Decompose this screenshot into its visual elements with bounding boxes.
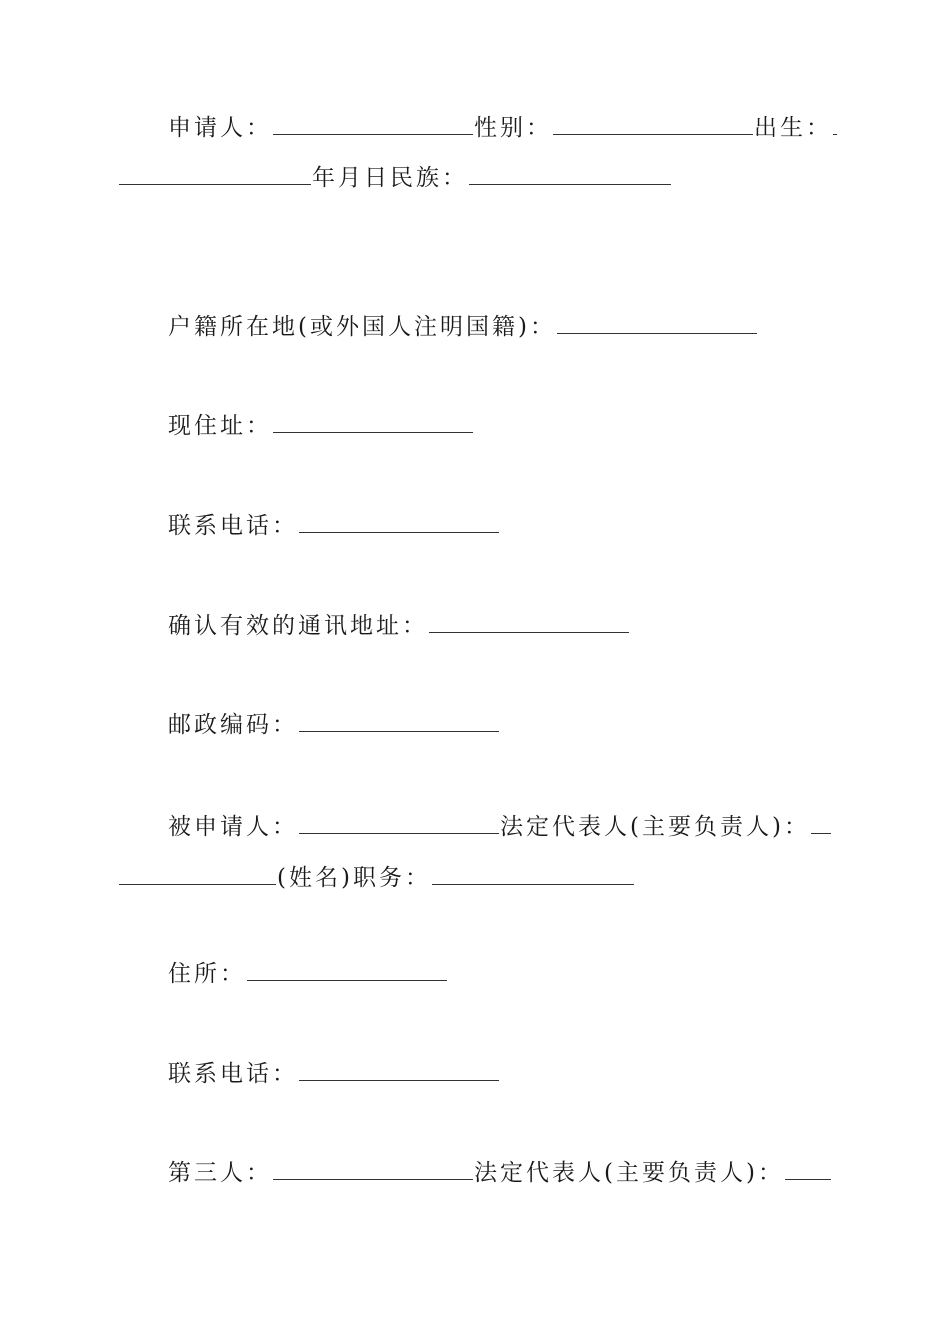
applicant-gender-label: 性别： xyxy=(474,115,552,141)
applicant-line-continued xyxy=(118,162,832,192)
phone-label: 联系电话： xyxy=(168,513,298,539)
current-address-label: 现住址： xyxy=(168,413,272,439)
respondent-phone-label: 联系电话： xyxy=(168,1061,298,1087)
respondent-phone-blank[interactable] xyxy=(299,1058,499,1081)
respondent-name-label: 被申请人： xyxy=(168,814,298,840)
household-line xyxy=(168,311,832,341)
mailing-address-blank[interactable] xyxy=(429,610,629,633)
applicant-name-label: 申请人： xyxy=(168,115,272,141)
residence-line xyxy=(168,958,832,988)
respondent-legal-rep-label: 法定代表人(主要负责人)： xyxy=(500,814,810,840)
residence-blank[interactable] xyxy=(247,958,447,981)
applicant-ethnicity-blank[interactable] xyxy=(469,162,671,185)
phone-line xyxy=(168,510,832,540)
phone-blank[interactable] xyxy=(299,510,499,533)
third-party-name-blank[interactable] xyxy=(273,1157,473,1180)
respondent-name-blank[interactable] xyxy=(299,811,499,834)
applicant-birth-blank-start[interactable] xyxy=(833,112,837,135)
postal-code-label: 邮政编码： xyxy=(168,712,298,738)
residence-label: 住所： xyxy=(168,961,246,987)
third-party-line xyxy=(168,1157,832,1187)
applicant-birth-label: 出生： xyxy=(754,115,832,141)
current-address-blank[interactable] xyxy=(273,410,473,433)
applicant-birth-blank[interactable] xyxy=(119,162,311,185)
applicant-gender-blank[interactable] xyxy=(553,112,753,135)
respondent-phone-line xyxy=(168,1058,832,1088)
postal-code-line xyxy=(168,709,832,739)
applicant-date-ethnicity-label: 年月日民族： xyxy=(312,165,468,191)
respondent-legal-rep-blank[interactable] xyxy=(119,862,276,885)
postal-code-blank[interactable] xyxy=(299,709,499,732)
household-label: 户籍所在地(或外国人注明国籍)： xyxy=(168,314,556,340)
respondent-line xyxy=(168,811,832,841)
respondent-legal-rep-blank-start[interactable] xyxy=(811,811,831,834)
mailing-address-line xyxy=(168,610,832,640)
third-party-legal-rep-label: 法定代表人(主要负责人)： xyxy=(474,1160,784,1186)
current-address-line xyxy=(168,410,832,440)
third-party-legal-rep-blank[interactable] xyxy=(785,1157,831,1180)
respondent-name-title-label: (姓名)职务： xyxy=(277,865,431,891)
respondent-line-continued xyxy=(118,862,832,892)
household-blank[interactable] xyxy=(557,311,757,334)
third-party-name-label: 第三人： xyxy=(168,1160,272,1186)
applicant-line xyxy=(168,112,832,142)
mailing-address-label: 确认有效的通讯地址： xyxy=(168,613,428,639)
respondent-title-blank[interactable] xyxy=(432,862,634,885)
applicant-name-blank[interactable] xyxy=(273,112,473,135)
